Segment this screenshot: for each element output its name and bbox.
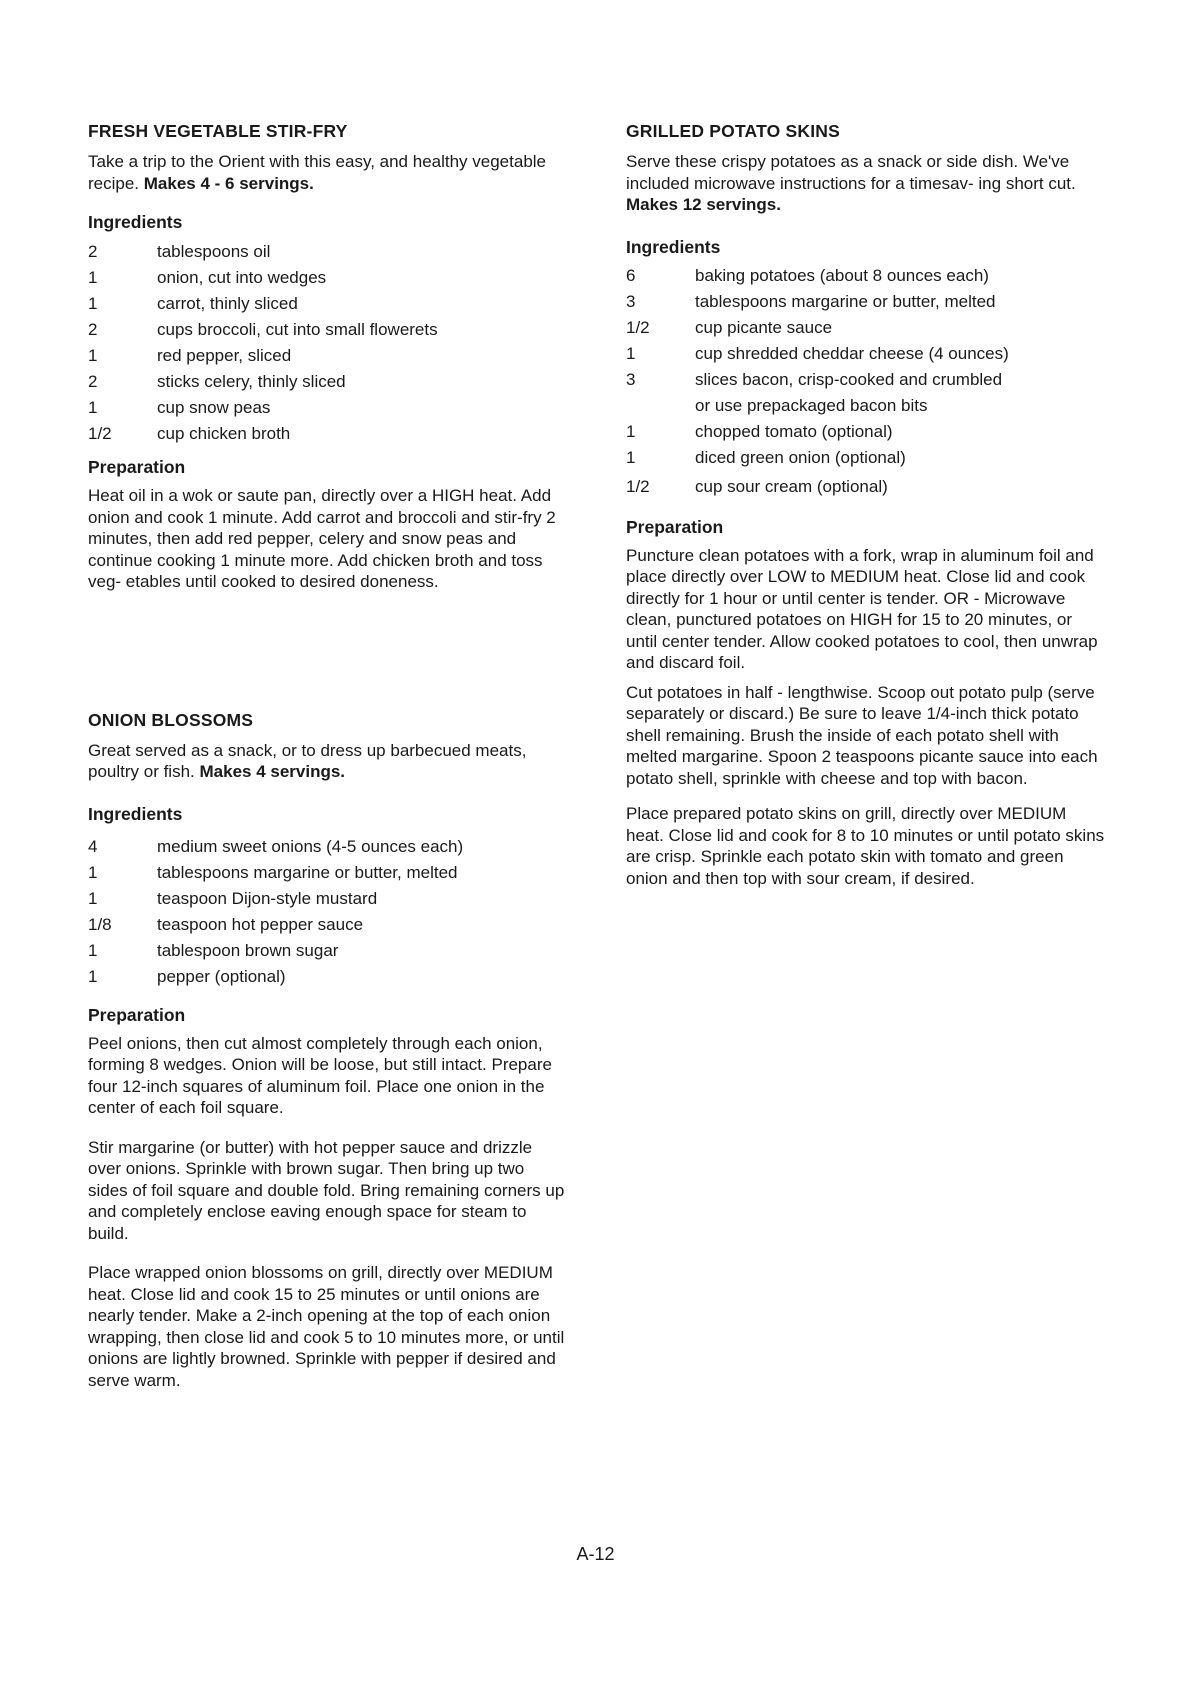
ingredient-qty: 1 [88,268,98,287]
ingredient-qty: 6 [626,265,636,285]
left-column [88,120,568,1391]
preparation-paragraph: Place wrapped onion blossoms on grill, directly over MEDIUM heat. Close lid and cook 15 to 25 minutes or until onions are nearly tender. Make a 2-inch opening at the top of each onion wrapping, then close lid and cook 5 to 10 minutes more, or until onions are lightly browned. Sprinkle with pepper if desired and serve warm. [88,1263,565,1390]
ingredient-item: tablespoon brown sugar [157,940,339,960]
ingredient-item: slices bacon, crisp-cooked and crumbled [695,369,1003,389]
ingredient-item: carrot, thinly sliced [157,294,298,313]
ingredient-qty: 4 [88,836,98,856]
preparation-paragraph: Peel onions, then cut almost completely through each onion, forming 8 wedges. Onion will be loose, but still intact. Prepare four 12-inch squares of aluminum foil. Place one onion in the center of each foil square. [88,1033,552,1117]
ingredient-qty: 1 [626,421,636,441]
ingredient-item: medium sweet onions (4-5 ounces each) [157,836,464,856]
preparation-heading: Preparation [88,457,186,477]
ingredient-item: cup sour cream (optional) [695,476,888,496]
ingredient-qty: 1 [626,343,636,363]
ingredient-qty: 2 [88,320,98,339]
ingredient-qty: 2 [88,372,98,391]
intro-text: Take a trip to the Orient with this easy, and healthy vegetable recipe. [88,152,547,193]
recipe-stir-fry [88,120,568,593]
ingredient-qty: 1 [88,862,98,882]
preparation-paragraph: Place prepared potato skins on grill, directly over MEDIUM heat. Close lid and cook for 8 to 10 minutes or until potato skins are crisp. Sprinkle each potato skin with tomato and green onion and then top with sour cream, if desired. [626,804,1105,888]
preparation-paragraph: Heat oil in a wok or saute pan, directly over a HIGH heat. Add onion and cook 1 minute. Add carrot and broccoli and stir-fry 2 minutes, then add red pepper, celery and snow peas and continue cooking 1 minute more. Add chicken broth and toss veg- etables until cooked to desired doneness. [88,486,556,591]
ingredient-item: onion, cut into wedges [157,268,327,287]
ingredient-row [88,343,568,369]
recipe-potato-skins [626,120,1106,889]
intro-text: Serve these crispy potatoes as a snack or side dish. We've included microwave instructions for a timesav- ing short cut. [626,152,1076,193]
ingredient-qty: 1/2 [626,317,650,337]
preparation-paragraph: Puncture clean potatoes with a fork, wrap in aluminum foil and place directly over LOW to MEDIUM heat. Close lid and cook directly for 1 hour or until center is tender. OR - Microwave clean, punctured potatoes on HIGH for 15 to 20 minutes, or until center tender. Allow cooked potatoes to cool, then unwrap and discard foil. [626,545,1098,672]
recipe-title: FRESH VEGETABLE STIR-FRY [88,121,348,141]
ingredient-row [88,291,568,317]
ingredient-item: pepper (optional) [157,966,286,986]
ingredient-qty: 1 [88,966,98,986]
ingredient-item: cup snow peas [157,398,271,417]
ingredient-row [626,341,1106,367]
servings-text: Makes 12 servings. [626,195,781,214]
ingredient-qty: 1 [88,888,98,908]
ingredient-item: sticks celery, thinly sliced [157,372,346,391]
ingredient-item: tablespoons oil [157,242,271,261]
ingredient-item: cup chicken broth [157,424,291,443]
ingredient-row [88,239,568,265]
ingredient-row [88,912,568,938]
ingredient-row [88,265,568,291]
ingredient-item: cup picante sauce [695,317,833,337]
ingredient-row [88,964,568,990]
ingredient-row [626,393,1106,419]
ingredient-qty: 2 [88,242,98,261]
ingredient-row [626,289,1106,315]
ingredient-item: teaspoon hot pepper sauce [157,914,364,934]
preparation-paragraph: Cut potatoes in half - lengthwise. Scoop out potato pulp (serve separately or discard.) Be sure to leave 1/4-inch thick potato shell remaining. Brush the inside of each potato shell with melted margarine. Spoon 2 teaspoons picante sauce into each potato shell, sprinkle with cheese and top with bacon. [626,682,1098,788]
ingredient-qty: 1 [88,398,98,417]
ingredient-item: cup shredded cheddar cheese (4 ounces) [695,343,1009,363]
ingredient-item: cups broccoli, cut into small flowerets [157,320,438,339]
ingredient-row [626,263,1106,289]
ingredients-heading: Ingredients [88,212,183,232]
ingredient-row [88,317,568,343]
ingredient-qty: 1/2 [88,424,112,443]
ingredient-qty [626,393,695,419]
ingredient-row [88,834,568,860]
preparation-heading: Preparation [88,1004,186,1025]
ingredient-row [626,474,1106,500]
recipe-title: GRILLED POTATO SKINS [626,121,841,141]
ingredient-qty: 1 [88,940,98,960]
ingredient-list [88,239,568,447]
ingredient-item: or use prepackaged bacon bits [695,395,928,415]
ingredient-qty: 3 [626,291,636,311]
ingredient-row [626,419,1106,445]
ingredient-row [88,421,568,447]
recipe-title: ONION BLOSSOMS [88,709,254,730]
intro-text: Great served as a snack, or to dress up barbecued meats, poultry or fish. [88,740,527,781]
recipe-intro [88,740,568,783]
ingredient-qty: 1/2 [626,476,650,496]
ingredient-row [88,938,568,964]
ingredients-heading: Ingredients [88,803,183,824]
ingredient-item: teaspoon Dijon-style mustard [157,888,378,908]
preparation-heading: Preparation [626,516,724,537]
ingredient-qty: 1/8 [88,914,112,934]
ingredient-item: tablespoons margarine or butter, melted [695,291,996,311]
ingredient-list [88,834,568,990]
ingredient-qty: 1 [88,294,98,313]
recipe-intro [88,151,568,194]
right-column [626,120,1106,889]
ingredient-item: diced green onion (optional) [695,447,906,467]
recipe-onion-blossoms [88,709,568,1392]
servings-text: Makes 4 servings. [199,762,346,781]
ingredient-row [88,395,568,421]
preparation-paragraph: Stir margarine (or butter) with hot pepper sauce and drizzle over onions. Sprinkle with brown sugar. Then bring up two sides of foil square and double fold. Bring remaining corners up and completely enclose eaving enough space for steam to build. [88,1137,565,1243]
ingredient-qty: 1 [626,447,636,467]
ingredient-row [88,369,568,395]
ingredient-row [88,860,568,886]
recipe-intro [626,151,1106,216]
ingredients-heading: Ingredients [626,236,721,257]
servings-text: Makes 4 - 6 servings. [143,173,314,193]
ingredient-qty: 1 [88,346,98,365]
page-number: A-12 [576,1544,615,1564]
ingredient-item: tablespoons margarine or butter, melted [157,862,458,882]
ingredient-item: chopped tomato (optional) [695,421,893,441]
ingredient-item: baking potatoes (about 8 ounces each) [695,265,989,285]
ingredient-row [626,445,1106,471]
ingredient-item: red pepper, sliced [157,346,292,365]
ingredient-list [626,263,1106,500]
ingredient-row [626,367,1106,393]
ingredient-row [88,886,568,912]
ingredient-row [626,315,1106,341]
ingredient-qty: 3 [626,369,636,389]
